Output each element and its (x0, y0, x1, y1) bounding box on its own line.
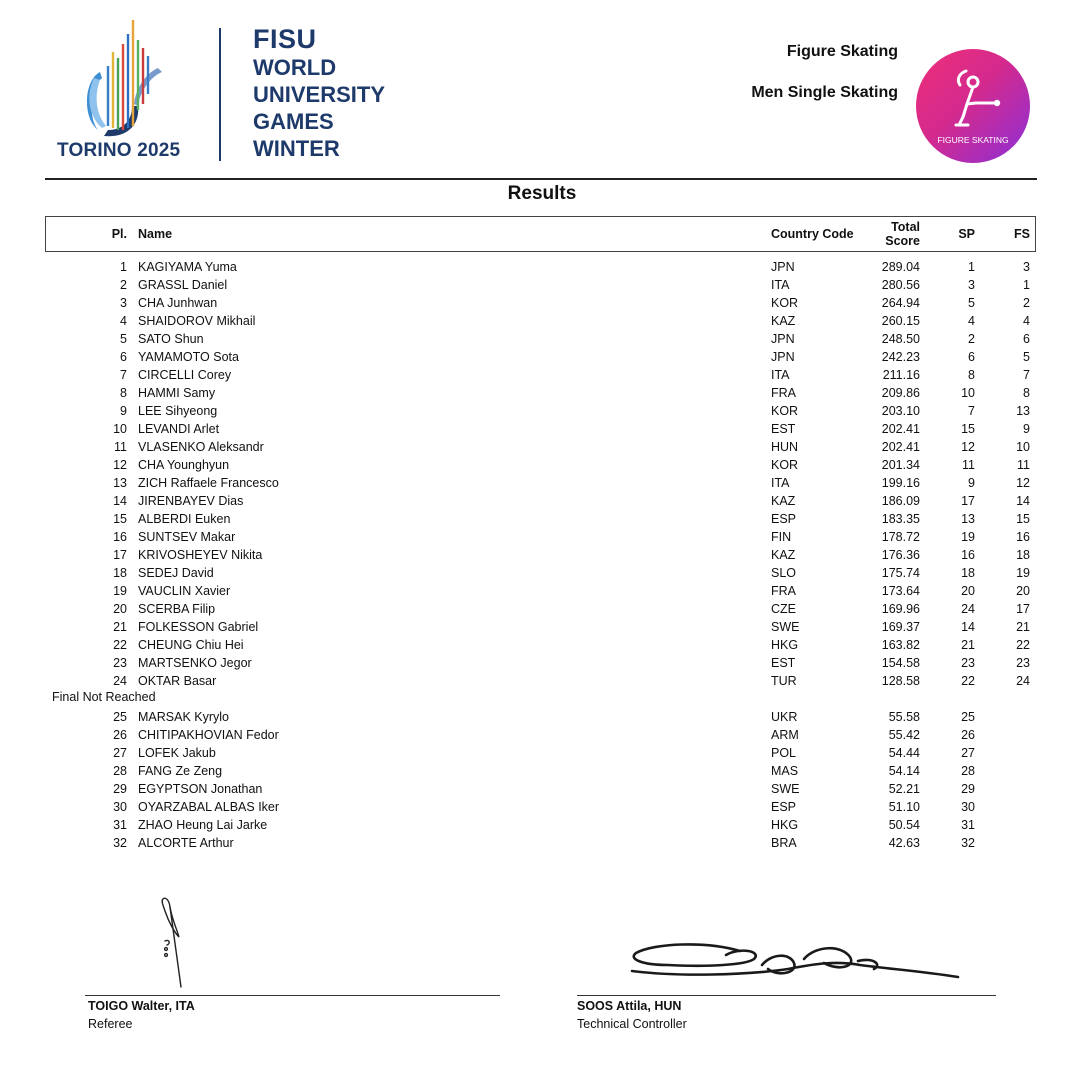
total-score-cell: 242.23 (881, 350, 920, 364)
sp-rank-cell: 5 (968, 296, 975, 310)
fs-rank-cell: 2 (1023, 296, 1030, 310)
total-score-cell: 54.14 (888, 764, 920, 778)
fisu-wordmark: FISU (253, 24, 317, 54)
fisu-line: WINTER (253, 136, 340, 161)
table-row (0, 456, 1084, 474)
fs-rank-cell: 8 (1023, 386, 1030, 400)
total-score-cell: 163.82 (881, 638, 920, 652)
name-cell: OKTAR Basar (138, 674, 217, 688)
name-cell: FANG Ze Zeng (138, 764, 223, 778)
sp-rank-cell: 13 (961, 512, 975, 526)
sp-rank-cell: 6 (968, 350, 975, 364)
fs-rank-cell: 19 (1016, 566, 1030, 580)
total-score-cell: 280.56 (881, 278, 920, 292)
total-score-cell: 201.34 (881, 458, 920, 472)
place-cell: 1 (120, 260, 127, 274)
place-cell: 17 (113, 548, 127, 562)
total-score-cell: 248.50 (881, 332, 920, 346)
fisu-line: WORLD (253, 55, 337, 80)
technical-controller-signature (628, 935, 964, 990)
place-cell: 29 (113, 782, 127, 796)
name-cell: EGYPTSON Jonathan (138, 782, 263, 796)
page-title: Results (507, 183, 577, 204)
fs-rank-cell: 12 (1016, 476, 1030, 490)
country-code-cell: MAS (771, 764, 799, 778)
table-row (0, 672, 1084, 690)
name-cell: LEVANDI Arlet (138, 422, 220, 436)
torino-2025-wordmark: TORINO 2025 (57, 140, 181, 161)
fs-rank-cell: 18 (1016, 548, 1030, 562)
total-score-cell: 211.16 (882, 368, 920, 382)
place-cell: 21 (113, 620, 127, 634)
fs-rank-cell: 5 (1023, 350, 1030, 364)
total-score-cell: 178.72 (881, 530, 920, 544)
place-cell: 18 (113, 566, 127, 580)
column-header-score-line: Score (885, 234, 920, 248)
sport-title: Figure Skating (786, 43, 898, 60)
country-code-cell: CZE (771, 602, 796, 616)
country-code-cell: HKG (771, 818, 799, 832)
country-code-cell: JPN (771, 260, 795, 274)
fs-rank-cell: 3 (1023, 260, 1030, 274)
table-row (0, 726, 1084, 744)
table-row (0, 438, 1084, 456)
sp-rank-cell: 3 (968, 278, 975, 292)
country-code-cell: UKR (771, 710, 798, 724)
place-cell: 4 (120, 314, 127, 328)
country-code-cell: SWE (771, 782, 800, 796)
total-score-cell: 203.10 (881, 404, 920, 418)
sp-rank-cell: 14 (961, 620, 975, 634)
total-score-cell: 42.63 (888, 836, 920, 850)
sp-rank-cell: 19 (961, 530, 975, 544)
place-cell: 2 (120, 278, 127, 292)
name-cell: KRIVOSHEYEV Nikita (138, 548, 263, 562)
total-score-cell: 55.42 (888, 728, 920, 742)
country-code-cell: ESP (771, 800, 797, 814)
place-cell: 30 (113, 800, 127, 814)
table-row (0, 636, 1084, 654)
table-row (0, 294, 1084, 312)
name-cell: CHEUNG Chiu Hei (138, 638, 244, 652)
table-row (0, 654, 1084, 672)
name-cell: SEDEJ David (138, 566, 214, 580)
technical-controller-role: Technical Controller (577, 1017, 687, 1031)
country-code-cell: JPN (771, 332, 795, 346)
name-cell: VLASENKO Aleksandr (138, 440, 264, 454)
fisu-line: UNIVERSITY (253, 82, 386, 107)
country-code-cell: KOR (771, 404, 799, 418)
place-cell: 31 (113, 818, 127, 832)
total-score-cell: 169.96 (881, 602, 920, 616)
name-cell: GRASSL Daniel (138, 278, 228, 292)
fs-rank-cell: 14 (1016, 494, 1030, 508)
sp-rank-cell: 26 (961, 728, 975, 742)
fs-rank-cell: 13 (1016, 404, 1030, 418)
sp-rank-cell: 24 (961, 602, 975, 616)
fs-rank-cell: 4 (1023, 314, 1030, 328)
name-cell: CHITIPAKHOVIAN Fedor (138, 728, 279, 742)
country-code-cell: ITA (771, 368, 790, 382)
logo-divider (219, 28, 221, 161)
referee-role: Referee (88, 1017, 133, 1031)
name-cell: ZICH Raffaele Francesco (138, 476, 279, 490)
sp-rank-cell: 21 (961, 638, 975, 652)
name-cell: VAUCLIN Xavier (138, 584, 231, 598)
sp-rank-cell: 32 (961, 836, 975, 850)
sp-rank-cell: 22 (961, 674, 975, 688)
sp-rank-cell: 10 (961, 386, 975, 400)
place-cell: 16 (113, 530, 127, 544)
torino-2025-logo (78, 14, 178, 138)
total-score-cell: 54.44 (888, 746, 920, 760)
table-row (0, 474, 1084, 492)
name-cell: OYARZABAL ALBAS Iker (138, 800, 280, 814)
place-cell: 15 (113, 512, 127, 526)
name-cell: ZHAO Heung Lai Jarke (138, 818, 268, 832)
event-title: Men Single Skating (751, 84, 898, 101)
fisu-line: GAMES (253, 109, 334, 134)
country-code-cell: EST (771, 656, 796, 670)
referee-name: TOIGO Walter, ITA (88, 999, 195, 1013)
total-score-cell: 209.86 (881, 386, 920, 400)
column-header-place: Pl. (111, 227, 127, 241)
sp-rank-cell: 9 (968, 476, 975, 490)
country-code-cell: SLO (771, 566, 797, 580)
fs-rank-cell: 7 (1023, 368, 1030, 382)
name-cell: CIRCELLI Corey (138, 368, 232, 382)
name-cell: SUNTSEV Makar (138, 530, 236, 544)
table-row (0, 276, 1084, 294)
technical-controller-signature-line (577, 995, 996, 996)
total-score-cell: 128.58 (881, 674, 920, 688)
place-cell: 11 (114, 440, 127, 454)
total-score-cell: 186.09 (881, 494, 920, 508)
total-score-cell: 202.41 (881, 422, 920, 436)
sp-rank-cell: 28 (961, 764, 975, 778)
country-code-cell: EST (771, 422, 796, 436)
country-code-cell: KAZ (771, 548, 796, 562)
name-cell: HAMMI Samy (138, 386, 216, 400)
place-cell: 24 (113, 674, 127, 688)
sp-rank-cell: 12 (961, 440, 975, 454)
header-rule (45, 178, 1037, 180)
place-cell: 9 (120, 404, 127, 418)
country-code-cell: KAZ (771, 494, 796, 508)
total-score-cell: 202.41 (881, 440, 920, 454)
table-row (0, 384, 1084, 402)
country-code-cell: ITA (771, 278, 790, 292)
total-score-cell: 51.10 (888, 800, 920, 814)
country-code-cell: FIN (771, 530, 792, 544)
place-cell: 7 (120, 368, 127, 382)
fs-rank-cell: 21 (1016, 620, 1030, 634)
place-cell: 32 (113, 836, 127, 850)
name-cell: MARSAK Kyrylo (138, 710, 229, 724)
sp-rank-cell: 7 (968, 404, 975, 418)
name-cell: SHAIDOROV Mikhail (138, 314, 256, 328)
fs-rank-cell: 1 (1023, 278, 1030, 292)
total-score-cell: 176.36 (881, 548, 920, 562)
table-row (0, 834, 1084, 852)
sp-rank-cell: 4 (968, 314, 975, 328)
country-code-cell: ITA (771, 476, 790, 490)
name-cell: LOFEK Jakub (138, 746, 216, 760)
table-row (0, 546, 1084, 564)
column-header-sp: SP (958, 227, 975, 241)
table-row (0, 420, 1084, 438)
place-cell: 26 (113, 728, 127, 742)
table-row (0, 582, 1084, 600)
table-row (0, 780, 1084, 798)
country-code-cell: JPN (771, 350, 795, 364)
name-cell: CHA Younghyun (138, 458, 230, 472)
total-score-cell: 260.15 (881, 314, 920, 328)
table-row (0, 798, 1084, 816)
fs-rank-cell: 11 (1017, 458, 1030, 472)
table-row (0, 528, 1084, 546)
place-cell: 13 (113, 476, 127, 490)
figure-skating-pictogram (916, 49, 1030, 163)
place-cell: 28 (113, 764, 127, 778)
country-code-cell: ESP (771, 512, 797, 526)
sp-rank-cell: 30 (961, 800, 975, 814)
sp-rank-cell: 23 (961, 656, 975, 670)
sp-rank-cell: 18 (961, 566, 975, 580)
name-cell: ALCORTE Arthur (138, 836, 234, 850)
place-cell: 19 (113, 584, 127, 598)
sp-rank-cell: 1 (968, 260, 975, 274)
table-row (0, 708, 1084, 726)
country-code-cell: KOR (771, 296, 799, 310)
place-cell: 22 (113, 638, 127, 652)
table-row (0, 618, 1084, 636)
name-cell: YAMAMOTO Sota (138, 350, 239, 364)
sp-rank-cell: 27 (961, 746, 975, 760)
fs-rank-cell: 17 (1016, 602, 1030, 616)
name-cell: FOLKESSON Gabriel (138, 620, 259, 634)
figure-skater-icon (916, 49, 1030, 163)
table-row (0, 330, 1084, 348)
total-score-cell: 183.35 (881, 512, 920, 526)
place-cell: 3 (120, 296, 127, 310)
table-row (0, 744, 1084, 762)
table-row (0, 402, 1084, 420)
table-row (0, 312, 1084, 330)
name-cell: SATO Shun (138, 332, 204, 346)
name-cell: JIRENBAYEV Dias (138, 494, 244, 508)
name-cell: SCERBA Filip (138, 602, 216, 616)
name-cell: MARTSENKO Jegor (138, 656, 252, 670)
total-score-cell: 52.21 (888, 782, 920, 796)
referee-signature-line (85, 995, 500, 996)
total-score-cell: 50.54 (888, 818, 920, 832)
fs-rank-cell: 24 (1016, 674, 1030, 688)
total-score-cell: 169.37 (881, 620, 920, 634)
place-cell: 23 (113, 656, 127, 670)
sp-rank-cell: 29 (961, 782, 975, 796)
column-header-country-code: Country Code (771, 227, 854, 241)
table-row (0, 258, 1084, 276)
pictogram-label: FIGURE SKATING (937, 135, 1009, 145)
name-cell: KAGIYAMA Yuma (138, 260, 237, 274)
sp-rank-cell: 11 (962, 458, 975, 472)
total-score-cell: 199.16 (881, 476, 920, 490)
fs-rank-cell: 15 (1016, 512, 1030, 526)
fs-rank-cell: 23 (1016, 656, 1030, 670)
total-score-cell: 289.04 (881, 260, 920, 274)
country-code-cell: BRA (771, 836, 797, 850)
country-code-cell: FRA (771, 584, 796, 598)
place-cell: 14 (113, 494, 127, 508)
place-cell: 20 (113, 602, 127, 616)
sp-rank-cell: 16 (961, 548, 975, 562)
table-row (0, 600, 1084, 618)
total-score-cell: 173.64 (881, 584, 920, 598)
sp-rank-cell: 20 (961, 584, 975, 598)
country-code-cell: ARM (771, 728, 799, 742)
column-header-total-score (860, 220, 920, 248)
place-cell: 27 (113, 746, 127, 760)
place-cell: 10 (113, 422, 127, 436)
country-code-cell: KAZ (771, 314, 796, 328)
fs-rank-cell: 22 (1016, 638, 1030, 652)
fs-rank-cell: 16 (1016, 530, 1030, 544)
column-header-total-line: Total (891, 220, 920, 234)
country-code-cell: HKG (771, 638, 799, 652)
place-cell: 25 (113, 710, 127, 724)
name-cell: ALBERDI Euken (138, 512, 231, 526)
country-code-cell: KOR (771, 458, 799, 472)
place-cell: 5 (120, 332, 127, 346)
place-cell: 6 (120, 350, 127, 364)
sp-rank-cell: 17 (961, 494, 975, 508)
fs-rank-cell: 9 (1023, 422, 1030, 436)
name-cell: CHA Junhwan (138, 296, 218, 310)
sp-rank-cell: 2 (968, 332, 975, 346)
table-row (0, 366, 1084, 384)
column-header-name: Name (138, 227, 173, 241)
place-cell: 8 (120, 386, 127, 400)
sp-rank-cell: 31 (961, 818, 975, 832)
fs-rank-cell: 6 (1023, 332, 1030, 346)
fs-rank-cell: 20 (1016, 584, 1030, 598)
sp-rank-cell: 8 (968, 368, 975, 382)
final-not-reached-label: Final Not Reached (52, 690, 156, 704)
table-row (0, 492, 1084, 510)
total-score-cell: 264.94 (881, 296, 920, 310)
table-row (0, 510, 1084, 528)
total-score-cell: 55.58 (888, 710, 920, 724)
fisu-logo (253, 24, 385, 162)
name-cell: LEE Sihyeong (138, 404, 218, 418)
total-score-cell: 154.58 (881, 656, 920, 670)
place-cell: 12 (113, 458, 127, 472)
total-score-cell: 175.74 (881, 566, 920, 580)
table-row (0, 762, 1084, 780)
table-row (0, 348, 1084, 366)
country-code-cell: FRA (771, 386, 796, 400)
technical-controller-name: SOOS Attila, HUN (577, 999, 682, 1013)
fs-rank-cell: 10 (1016, 440, 1030, 454)
sp-rank-cell: 25 (961, 710, 975, 724)
table-row (0, 816, 1084, 834)
country-code-cell: TUR (771, 674, 797, 688)
sp-rank-cell: 15 (961, 422, 975, 436)
country-code-cell: HUN (771, 440, 799, 454)
country-code-cell: POL (771, 746, 797, 760)
country-code-cell: SWE (771, 620, 800, 634)
table-row (0, 564, 1084, 582)
referee-signature (155, 893, 195, 994)
column-header-fs: FS (1014, 227, 1030, 241)
